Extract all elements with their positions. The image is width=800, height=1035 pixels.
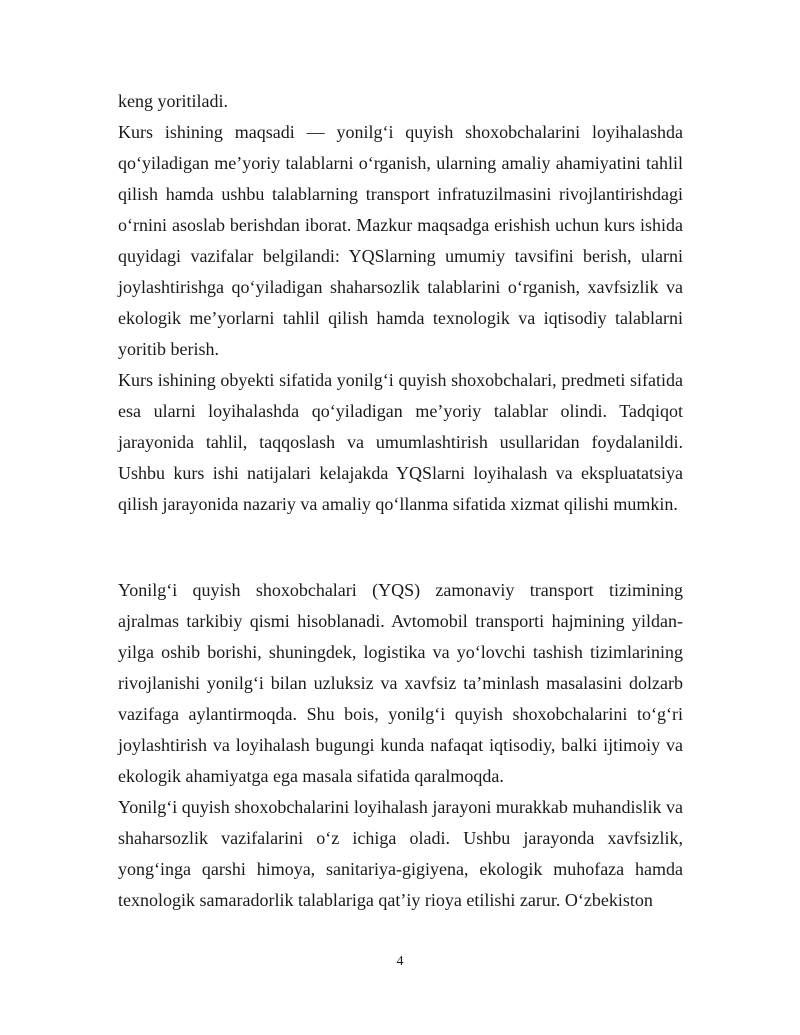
page-number: 4 xyxy=(396,954,404,969)
text-section-main xyxy=(118,575,683,916)
text-section-intro xyxy=(118,86,683,520)
paragraph-continuation: keng yoritiladi. xyxy=(118,91,228,111)
paragraph-object: Kurs ishining obyekti sifatida yonilg‘i quyish shoxobchalari, predmeti sifatida esa ularni loyihalashda qo‘yiladigan me’yoriy talablar olindi. Tadqiqot jarayonida tahlil, taqqoslash va umumlashtirish usullaridan foydalanildi. Ushbu kurs ishi natijalari kelajakda YQSlarni loyihalash va ekspluatatsiya qilish jarayonida nazariy va amaliy qo‘llanma sifatida xizmat qilishi mumkin. xyxy=(118,370,683,514)
paragraph-goal: Kurs ishining maqsadi — yonilg‘i quyish shoxobchalarini loyihalashda qo‘yiladigan me’yoriy talablarni o‘rganish, ularning amaliy ahamiyatini tahlil qilish hamda ushbu talablarning transport infratuzilmasini rivojlantirishdagi o‘rnini asoslab berishdan iborat. Mazkur maqsadga erishish uchun kurs ishida quyidagi vazifalar belgilandi: YQSlarning umumiy tavsifini berish, ularni joylashtirishga qo‘yiladigan shaharsozlik talablarini o‘rganish, xavfsizlik va ekologik me’yorlarni tahlil qilish hamda texnologik va iqtisodiy talablarni yoritib berish. xyxy=(118,122,683,359)
paragraph-yqs-role: Yonilg‘i quyish shoxobchalari (YQS) zamonaviy transport tizimining ajralmas tarkibiy qismi hisoblanadi. Avtomobil transporti hajmining yildan-yilga oshib borishi, shuningdek, logistika va yo‘lovchi tashish tizimlarining rivojlanishi yonilg‘i bilan uzluksiz va xavfsiz ta’minlash masalasini dolzarb vazifaga aylantirmoqda. Shu bois, yonilg‘i quyish shoxobchalarini to‘g‘ri joylashtirish va loyihalash bugungi kunda nafaqat iqtisodiy, balki ijtimoiy va ekologik ahamiyatga ega masala sifatida qaralmoqda. xyxy=(118,580,683,786)
paragraph-design-process: Yonilg‘i quyish shoxobchalarini loyihalash jarayoni murakkab muhandislik va shaharsozlik vazifalarini o‘z ichiga oladi. Ushbu jarayonda xavfsizlik, yong‘inga qarshi himoya, sanitariya-gigiyena, ekologik muhofaza hamda texnologik samaradorlik talablariga qat’iy rioya etilishi zarur. O‘zbekiston xyxy=(118,797,683,910)
